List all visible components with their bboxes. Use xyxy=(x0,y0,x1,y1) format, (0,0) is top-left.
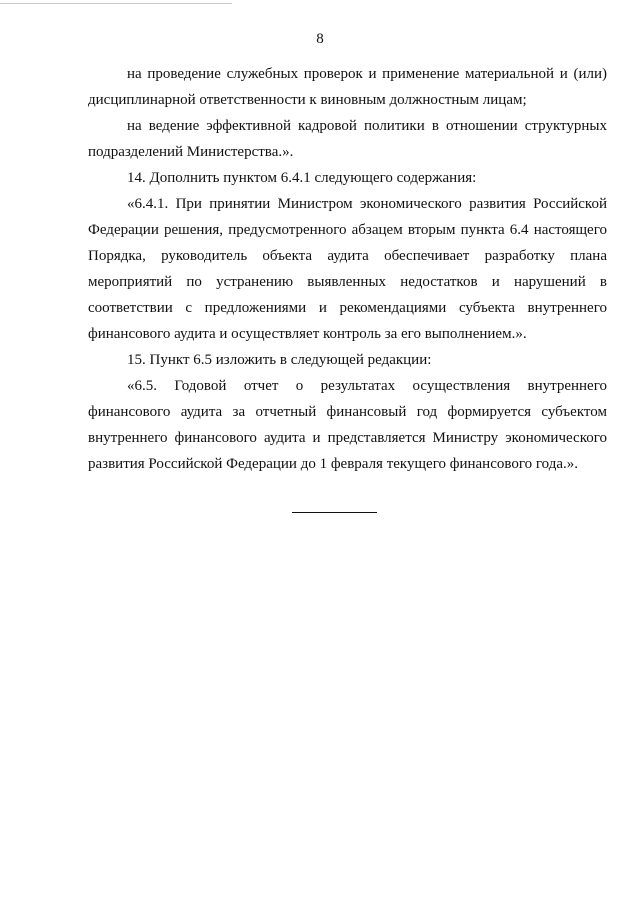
paragraph-item-14: 14. Дополнить пунктом 6.4.1 следующего содержания: xyxy=(127,170,477,186)
paragraph-clause-6-5: «6.5. Годовой отчет о результатах осуществления внутреннего финансового аудита за отчетный финансовый год формируется субъектом внутреннего финансового аудита и представляется Министру экономического развития Российской Федерации до 1 февраля текущего финансового года.». xyxy=(88,378,607,472)
end-divider-line xyxy=(292,512,377,513)
paragraph-clause-6-4-1: «6.4.1. При принятии Министром экономического развития Российской Федерации решения, предусмотренного абзацем вторым пункта 6.4 настоящего Порядка, руководитель объекта аудита обеспечивает разработку плана мероприятий по устранению выявленных недостатков и нарушений в соответствии с предложениями и рекомендациями субъекта внутреннего финансового аудита и осуществляет контроль за его выполнением.». xyxy=(88,196,607,342)
page-number: 8 xyxy=(316,31,324,47)
paragraph-item-15: 15. Пункт 6.5 изложить в следующей редакции: xyxy=(127,352,432,368)
scan-edge-line xyxy=(0,3,232,4)
paragraph-personnel-policy: на ведение эффективной кадровой политики в отношении структурных подразделений Министерства.». xyxy=(88,118,607,160)
document-body xyxy=(88,61,607,477)
paragraph-service-checks: на проведение служебных проверок и применение материальной и (или) дисциплинарной ответственности к виновным должностным лицам; xyxy=(88,66,607,108)
